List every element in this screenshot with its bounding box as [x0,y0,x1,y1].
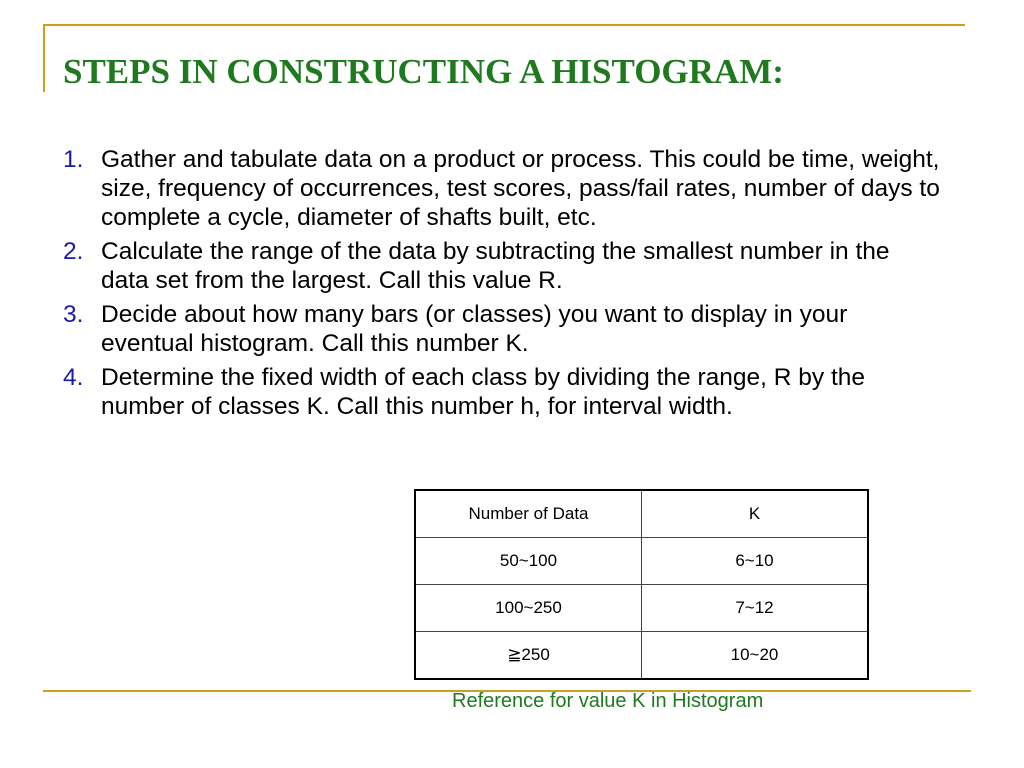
step-text: Decide about how many bars (or classes) you want to display in your eventual histogram. Call this number K. [101,301,848,357]
table-row [415,585,868,632]
slide-title: STEPS IN CONSTRUCTING A HISTOGRAM: [63,52,784,91]
step-text: Determine the fixed width of each class by dividing the range, R by the number of classes K. Call this number h, for interval width. [101,364,865,420]
header-number-of-data: Number of Data [415,490,642,538]
table-row [415,538,868,585]
table-cell: ≧250 [415,632,642,680]
steps-list [63,145,943,426]
step-text: Calculate the range of the data by subtracting the smallest number in the data set from the largest. Call this value R. [101,238,890,294]
table-caption: Reference for value K in Histogram [452,690,764,712]
table-row [415,632,868,680]
table-cell: 10~20 [642,632,869,680]
step-item [63,300,943,358]
top-border-line [43,24,965,26]
step-item [63,363,943,421]
table-header-row [415,490,868,538]
step-number: 1. [63,146,84,173]
step-item [63,145,943,232]
table-cell: 6~10 [642,538,869,585]
step-number: 2. [63,238,84,265]
step-text: Gather and tabulate data on a product or process. This could be time, weight, size, frequency of occurrences, test scores, pass/fail rates, number of days to complete a cycle, diameter of shafts built, etc. [101,146,940,231]
left-border-line [43,24,45,92]
header-k: K [642,490,869,538]
step-number: 3. [63,301,84,328]
table-cell: 50~100 [415,538,642,585]
step-item [63,237,943,295]
table-cell: 7~12 [642,585,869,632]
table-cell: 100~250 [415,585,642,632]
k-reference-table [414,489,869,680]
step-number: 4. [63,364,84,391]
